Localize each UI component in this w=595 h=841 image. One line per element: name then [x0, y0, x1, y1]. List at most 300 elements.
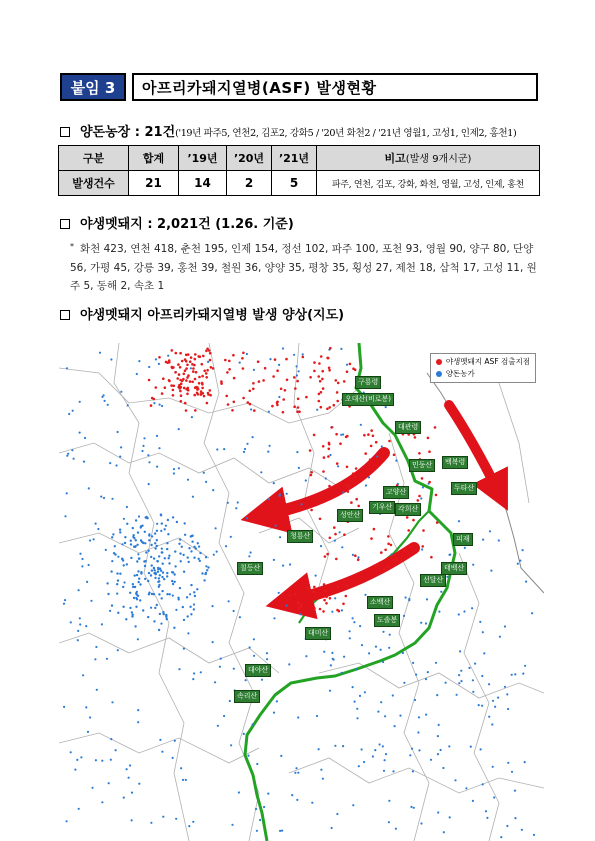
farm-point: [300, 613, 302, 615]
asf-point: [298, 410, 301, 413]
asf-point: [148, 379, 151, 382]
farm-point: [150, 556, 152, 558]
farm-point: [104, 400, 106, 402]
farm-point: [174, 550, 176, 552]
farm-point: [315, 575, 317, 577]
asf-point: [323, 599, 326, 602]
farm-point: [449, 816, 451, 818]
farm-point: [162, 613, 164, 615]
asf-point: [177, 363, 180, 366]
table-row-label: 발생건수: [59, 171, 129, 196]
asf-point: [198, 376, 201, 379]
asf-point: [336, 586, 339, 589]
asf-point: [208, 349, 211, 352]
farm-point: [207, 361, 209, 363]
farm-point: [111, 536, 113, 538]
attachment-tag: 붙임 3: [60, 73, 126, 101]
farm-point: [93, 538, 95, 540]
farm-point: [161, 590, 163, 592]
asf-point: [276, 369, 279, 372]
asf-point: [258, 380, 261, 383]
asf-point: [205, 376, 208, 379]
asf-point: [227, 403, 230, 406]
mountain-label: 도솔봉: [374, 614, 400, 627]
farm-point: [136, 591, 138, 593]
farm-point: [323, 651, 325, 653]
farm-point: [394, 725, 396, 727]
asf-point: [417, 499, 420, 502]
asf-point: [343, 380, 346, 383]
farm-point: [449, 554, 451, 556]
asf-point: [320, 391, 323, 394]
asf-point: [313, 370, 316, 373]
farm-point: [320, 545, 322, 547]
farm-point: [137, 721, 139, 723]
farm-point: [438, 724, 440, 726]
farm-point: [217, 725, 219, 727]
asf-point: [209, 389, 212, 392]
farm-point: [71, 449, 73, 451]
farm-point: [329, 454, 331, 456]
farm-point: [193, 603, 195, 605]
asf-point: [193, 394, 196, 397]
farm-point: [332, 658, 334, 660]
farm-point: [106, 658, 108, 660]
farm-point: [342, 745, 344, 747]
farm-point: [322, 778, 324, 780]
farm-point: [144, 565, 146, 567]
farm-point: [425, 678, 427, 680]
farm-point: [445, 682, 447, 684]
checkbox-square-icon: [60, 219, 70, 229]
asf-point: [289, 594, 292, 597]
farm-point: [116, 593, 118, 595]
farm-point: [418, 749, 420, 751]
farm-point: [282, 347, 284, 349]
farm-point: [89, 539, 91, 541]
asf-point: [364, 452, 367, 455]
asf-point: [194, 353, 197, 356]
farm-point: [97, 528, 99, 530]
asf-point: [357, 558, 360, 561]
farm-point: [481, 675, 483, 677]
farm-point: [115, 749, 117, 751]
farm-point: [154, 532, 156, 534]
farm-point: [158, 555, 160, 557]
mountain-label: 백복령: [442, 456, 468, 469]
asf-point: [298, 606, 301, 609]
farm-point: [268, 411, 270, 413]
farm-point: [159, 739, 161, 741]
farm-point: [493, 796, 495, 798]
asf-point: [313, 607, 316, 610]
table-header-note: [317, 146, 540, 171]
farm-outbreak-table: [58, 145, 540, 196]
farm-point: [248, 555, 250, 557]
asf-point: [421, 545, 424, 548]
farm-point: [68, 413, 70, 415]
asf-point: [212, 367, 215, 370]
farm-point: [126, 768, 128, 770]
farm-heading-detail: ('19년 파주5, 연천2, 김포2, 강화5 / '20년 화천2 / '21년 영월1, 고성1, 인제2, 홍천1): [175, 128, 517, 139]
farm-point: [138, 783, 140, 785]
farm-point: [514, 673, 516, 675]
farm-point: [178, 668, 180, 670]
farm-point: [140, 572, 142, 574]
farm-point: [154, 577, 156, 579]
farm-point: [458, 613, 460, 615]
asf-point: [326, 553, 329, 556]
farm-point: [381, 445, 383, 447]
asf-point: [317, 375, 320, 378]
asf-point: [428, 450, 431, 453]
farm-point: [504, 686, 506, 688]
farm-point: [216, 448, 218, 450]
farm-point: [352, 686, 354, 688]
farm-point: [66, 367, 68, 369]
farm-point: [190, 584, 192, 586]
asf-point: [321, 378, 324, 381]
farm-point: [198, 546, 200, 548]
asf-point: [276, 401, 279, 404]
farm-point: [154, 569, 156, 571]
farm-point: [157, 560, 159, 562]
farm-point: [372, 755, 374, 757]
farm-point: [507, 708, 509, 710]
farm-point: [161, 522, 163, 524]
farm-point: [410, 806, 412, 808]
asf-point: [183, 387, 186, 390]
farm-point: [356, 708, 358, 710]
farm-point: [525, 581, 527, 583]
farm-point: [154, 542, 156, 544]
asf-point: [321, 370, 324, 373]
farm-point: [81, 558, 83, 560]
farm-point: [278, 364, 280, 366]
farm-point: [388, 821, 390, 823]
farm-point: [295, 767, 297, 769]
farm-point: [420, 622, 422, 624]
farm-point: [167, 533, 169, 535]
farm-point: [399, 715, 401, 717]
farm-point: [422, 486, 424, 488]
asf-point: [407, 529, 410, 532]
asf-point: [179, 366, 182, 369]
farm-point: [443, 831, 445, 833]
asf-point: [328, 367, 331, 370]
asf-point: [257, 360, 260, 363]
asf-point: [286, 379, 289, 382]
farm-point: [514, 817, 516, 819]
farm-point: [343, 656, 345, 658]
asf-point: [209, 352, 212, 355]
farm-point: [127, 404, 129, 406]
asf-point: [175, 352, 178, 355]
farm-point: [291, 794, 293, 796]
map-heading-text: 야생멧돼지 아프리카돼지열병 발생 양상(지도): [80, 308, 345, 323]
farm-point: [278, 592, 280, 594]
asf-point: [345, 595, 348, 598]
farm-point: [245, 679, 247, 681]
farm-point: [183, 571, 185, 573]
asf-point: [191, 363, 194, 366]
farm-point: [223, 715, 225, 717]
farm-point: [239, 616, 241, 618]
farm-point: [137, 709, 139, 711]
farm-point: [456, 694, 458, 696]
asf-point: [155, 386, 158, 389]
farm-point: [506, 693, 508, 695]
farm-point: [420, 822, 422, 824]
farm-point: [392, 770, 394, 772]
farm-point: [361, 644, 363, 646]
asf-point: [224, 359, 227, 362]
farm-point: [141, 450, 143, 452]
farm-point: [192, 678, 194, 680]
farm-point: [82, 674, 84, 676]
farm-point: [506, 825, 508, 827]
asf-point: [293, 405, 296, 408]
farm-point: [81, 565, 83, 567]
farm-point: [256, 763, 258, 765]
farm-point: [220, 658, 222, 660]
asf-point: [179, 352, 182, 355]
farm-point: [158, 363, 160, 365]
farm-point: [352, 804, 354, 806]
farm-point: [375, 646, 377, 648]
farm-point: [440, 591, 442, 593]
farm-point: [137, 638, 139, 640]
asf-point: [180, 382, 183, 385]
farm-point: [298, 370, 300, 372]
farm-point: [79, 553, 81, 555]
farm-point: [103, 394, 105, 396]
farm-point: [162, 571, 164, 573]
table-cell-total: 21: [129, 171, 179, 196]
asf-point: [354, 476, 357, 479]
farm-point: [156, 466, 158, 468]
farm-point: [196, 588, 198, 590]
farm-point: [470, 746, 472, 748]
farm-point: [145, 516, 147, 518]
farm-point: [421, 548, 423, 550]
farm-point: [193, 557, 195, 559]
farm-point: [122, 586, 124, 588]
asf-point: [252, 388, 255, 391]
farm-point: [190, 613, 192, 615]
farm-point: [237, 501, 239, 503]
farm-point: [79, 623, 81, 625]
table-header-cell: 합계: [129, 146, 179, 171]
farm-point: [172, 583, 174, 585]
legend-label: 야생멧돼지 ASF 검출지점: [445, 357, 530, 366]
farm-point: [96, 689, 98, 691]
farm-point: [511, 674, 513, 676]
farm-point: [134, 574, 136, 576]
farm-point: [137, 570, 139, 572]
farm-point: [135, 597, 137, 599]
farm-point: [336, 813, 338, 815]
farm-point: [216, 551, 218, 553]
farm-point: [183, 648, 185, 650]
asf-point: [185, 367, 188, 370]
asf-point: [220, 382, 223, 385]
farm-point: [425, 622, 427, 624]
mountain-label: 대관령: [395, 421, 421, 434]
farm-point: [157, 567, 159, 569]
farm-point: [182, 554, 184, 556]
asf-point: [189, 380, 192, 383]
farm-point: [246, 443, 248, 445]
asf-point: [406, 516, 409, 519]
asf-point: [404, 549, 407, 552]
asf-point: [384, 549, 387, 552]
farm-point: [481, 705, 483, 707]
farm-point: [123, 564, 125, 566]
asf-point: [200, 392, 203, 395]
farm-point: [114, 545, 116, 547]
farm-point: [135, 519, 137, 521]
asf-point: [329, 597, 332, 600]
farm-point: [266, 658, 268, 660]
asf-point: [310, 471, 313, 474]
farm-point: [391, 553, 393, 555]
farm-point: [334, 745, 336, 747]
farm-point: [411, 748, 413, 750]
farm-point: [231, 824, 233, 826]
farm-point: [73, 458, 75, 460]
farm-point: [437, 753, 439, 755]
farm-point: [165, 614, 167, 616]
farm-point: [427, 671, 429, 673]
legend-item-asf: [436, 356, 530, 368]
farm-point: [522, 549, 524, 551]
farm-point: [129, 764, 131, 766]
checkbox-square-icon: [60, 127, 70, 137]
farm-point: [403, 615, 405, 617]
asf-point: [233, 377, 236, 380]
blue-dot-icon: [436, 371, 442, 377]
farm-point: [409, 754, 411, 756]
farm-point: [464, 547, 466, 549]
farm-point: [183, 619, 185, 621]
asf-point: [328, 369, 331, 372]
farm-point: [337, 465, 339, 467]
farm-point: [418, 716, 420, 718]
farm-point: [243, 451, 245, 453]
mountain-label: 피재: [453, 533, 473, 546]
farm-point: [497, 697, 499, 699]
farm-point: [259, 819, 261, 821]
farm-point: [188, 547, 190, 549]
farm-point: [131, 819, 133, 821]
farm-point: [72, 410, 74, 412]
asf-point: [418, 495, 421, 498]
farm-point: [153, 402, 155, 404]
asf-point: [184, 369, 187, 372]
farm-point: [133, 597, 135, 599]
farm-point: [268, 498, 270, 500]
farm-point: [193, 672, 195, 674]
asf-point: [284, 389, 287, 392]
asf-point: [298, 603, 301, 606]
asf-point: [310, 474, 313, 477]
farm-point: [279, 830, 281, 832]
farm-point: [364, 691, 366, 693]
asf-point: [373, 528, 376, 531]
farm-point: [425, 714, 427, 716]
asf-point: [335, 558, 338, 561]
asf-point: [322, 470, 325, 473]
farm-point: [357, 556, 359, 558]
mountain-label: 민둥산: [409, 459, 435, 472]
farm-point: [330, 664, 332, 666]
farm-point: [360, 424, 362, 426]
farm-point: [156, 435, 158, 437]
farm-point: [353, 621, 355, 623]
asf-point: [231, 409, 234, 412]
farm-point: [188, 561, 190, 563]
farm-point: [159, 404, 161, 406]
farm-point: [412, 662, 414, 664]
asf-point: [383, 568, 386, 571]
farm-point: [472, 564, 474, 566]
farm-point: [430, 759, 432, 761]
farm-point: [74, 769, 76, 771]
asf-point: [336, 609, 339, 612]
farm-point: [201, 572, 203, 574]
farm-point: [193, 591, 195, 593]
farm-point: [175, 818, 177, 820]
farm-point: [212, 641, 214, 643]
farm-point: [192, 821, 194, 823]
farm-point: [199, 560, 201, 562]
farm-point: [66, 492, 68, 494]
asf-point: [374, 564, 377, 567]
farm-point: [157, 571, 159, 573]
farm-point: [191, 541, 193, 543]
farm-point: [123, 581, 125, 583]
asf-point: [421, 477, 424, 480]
farm-point: [153, 620, 155, 622]
mountain-label: 태백산: [441, 562, 467, 575]
farm-point: [126, 523, 128, 525]
asf-point: [328, 442, 331, 445]
farm-point: [474, 663, 476, 665]
farm-point: [101, 760, 103, 762]
farm-point: [211, 605, 213, 607]
farm-point: [156, 539, 158, 541]
farm-point: [145, 560, 147, 562]
mountain-label: 각희산: [395, 503, 421, 516]
asf-point: [280, 388, 283, 391]
asf-point: [337, 382, 340, 385]
farm-point: [148, 483, 150, 485]
farm-point: [205, 556, 207, 558]
asf-point: [195, 371, 198, 374]
asf-point: [186, 364, 189, 367]
farm-point: [135, 606, 137, 608]
asf-point: [297, 398, 300, 401]
farm-point: [252, 436, 254, 438]
farm-point: [70, 621, 72, 623]
asf-point: [194, 358, 197, 361]
farm-point: [111, 560, 113, 562]
farm-point: [255, 808, 257, 810]
asf-point: [199, 355, 202, 358]
asf-point: [325, 602, 328, 605]
note-header-label: 비고: [384, 152, 406, 165]
